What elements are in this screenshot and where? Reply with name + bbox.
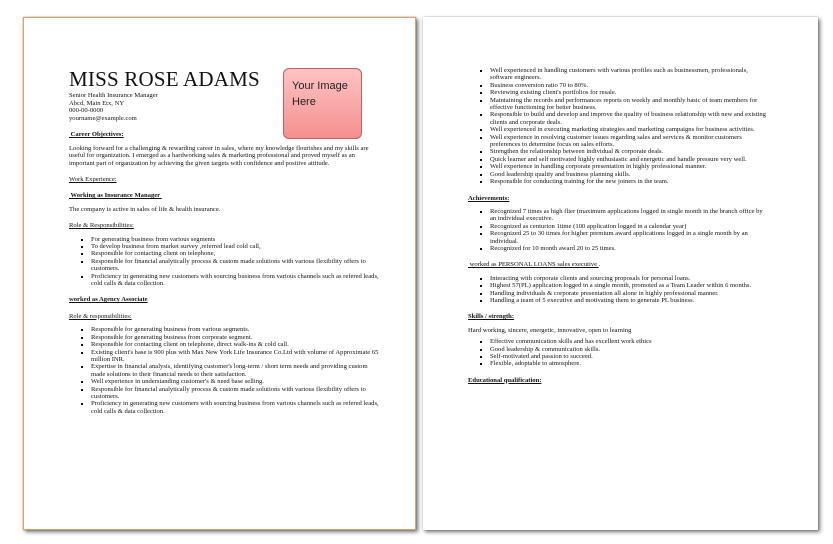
list-item: ▪ Responsible to build and develop and improve the quality of business relationship with new and existing clients and corporate deals. [490,111,770,126]
list-item: ▪ Proficiency in generating new customers with sourcing business from various channels such as refered leads, cold calls & data collection. [91,273,381,288]
list-item: ▪ Well experience in understanding customer's & need base selling. [91,378,381,385]
job1-company: The company is active in sales of life & health insurance. [69,205,221,213]
list-item: ▪ Responsible for generating business from corporate segment. [91,334,381,341]
list-item: ▪ Quick learner and self motivated highly enthusiastic and energetic and handle pressure very well. [490,156,770,163]
phone: 000-00-0000 [69,107,104,115]
list-item: ▪ Responsible for contacting client on telephone, direct walk-ins & cold call. [91,341,381,348]
job2-roles [69,326,381,415]
achievements-list [468,208,770,252]
career-text: Looking forward for a challenging & rewarding career in sales, where my knowledge flourishes and my skills are useful for organization. I emerged as a hardworking sales & marketing professional and proved myself as an important part of organization by achieving the given targets with confidence and positive attitude. [69,144,369,167]
job2-title: worked as Agency Associate [69,296,148,304]
skills-text: Hard working, sincere, energetic, innovative, open to learning [468,326,632,334]
list-item: ▪ Existing client's base is 900 plus with Max New York Life Insurance Co.Ltd with volume of Approximate 65 million INR. [91,349,381,364]
achievements-heading: Achievements: [468,194,510,202]
list-item: ▪ Recognized 25 to 30 times for higher premium award applications logged in a single month by an individual. [490,230,770,245]
skills-heading: Skills / strength: [468,313,515,321]
job-title: Senior Health Insurance Manager [69,92,158,99]
list-item: ▪ Responsible for contacting client on telephone, [91,250,381,257]
list-item: ▪ Maintaining the records and performances reports on weekly and monthly basic of team members for effective functioning for better business. [490,97,770,112]
job1-title: Working as Insurance Manager [69,192,162,200]
list-item: ▪ To develop business from market survey ,referred lead cold call, [91,243,381,250]
page-1-content [69,68,381,421]
job3-title-suffix: . [598,261,601,269]
list-item: ▪ Well experienced in executing marketing strategies and marketing campaigns for business activities. [490,126,770,133]
address: Abcd, Main Etx, NY [69,99,125,107]
email: yourname@example.com [69,114,137,122]
list-item: ▪ Responsible for generating business from various segments. [91,326,381,333]
list-item: ▪ Expertise in financial analysis, identifying customer's long-term / short term needs and providing custom made solutions to their financial needs to their satisfaction. [91,363,381,378]
role2-heading: Role & responsibilities: [69,312,132,320]
list-item: ▪ Proficiency in generating new customers with sourcing business from various channels such as refered leads, cold calls & data collection. [91,400,381,415]
list-item: ▪ For generating business from various segments [91,236,381,243]
list-item: ▪ Well experienced in handling customers with various profiles such as businessmen, professionals, software engineers. [490,67,770,82]
list-item: ▪ Reviewing existing client's portfolios for resale. [490,89,770,96]
list-item: ▪ Good leadership & communication skills. [490,346,770,353]
list-item: ▪ Well experience in resolving customer issues regarding sales and services & monitor customers preferences to determine focus on sales efforts. [490,134,770,149]
list-item: ▪ Handling a team of 5 executive and motivating them to generate PL business. [490,297,770,304]
job3-title: worked as PERSONAL LOANS sales executive [468,261,599,269]
education-heading: Educational qualification: [468,376,542,384]
list-item: ▪ Responsible for financial analytically process & custom made solutions with various flexibility offers to customers. [91,258,381,273]
list-item: ▪ Strengthen the relationship between individual & corporate deals. [490,148,770,155]
experience-continued-list [468,67,770,186]
list-item: ▪ Flexible, adoptable to atmosphere. [490,360,770,367]
list-item: ▪ Responsible for conducting training for the new joiners in the team. [490,178,770,185]
list-item: ▪ Recognized for 10 month award 20 to 25 times. [490,245,770,252]
candidate-name: MISS ROSE ADAMS [69,67,260,91]
job3-list [468,275,770,305]
list-item: ▪ Business conversion ratio 70 to 80%. [490,82,770,89]
job1-roles [69,236,381,288]
resume-page-2 [423,17,818,530]
contact-block [69,92,381,122]
career-heading: Career Objectives: [69,131,124,139]
list-item: ▪ Recognized as centurion 1time (100 application logged in a calendar year) [490,223,770,230]
role-heading: Role & Responsibilities: [69,222,134,230]
work-heading: Work Experience: [69,176,117,183]
skills-list [468,338,770,368]
image-placeholder[interactable]: Your Image Here [283,68,362,139]
list-item: ▪ Good leadership quality and business planning skills. [490,171,770,178]
list-item: ▪ Well experience in handling corporate presentation in highly professional manner. [490,163,770,170]
job3-title-line [468,261,770,268]
list-item: ▪ Handling individuals & corporate presentation all alone in highly professional manner. [490,290,770,297]
list-item: ▪ Self-motivated and passion to succeed. [490,353,770,360]
resume-page-1 [23,17,416,530]
page-2-content [468,67,770,390]
list-item: ▪ Recognized 7 times as high flier (maximum applications logged in single month in the branch office by an individual executive. [490,208,770,223]
list-item: ▪ Highest 57(PL) application logged in a single month, promoted as a Team Leader within 6 months. [490,282,770,289]
list-item: ▪ Interacting with corporate clients and sourcing proposals for personal loans. [490,275,770,282]
list-item: ▪ Responsible for financial analytically process & custom made solutions with various flexibility offers to customers. [91,386,381,401]
list-item: ▪ Effective communication skills and has excellent work ethics [490,338,770,345]
